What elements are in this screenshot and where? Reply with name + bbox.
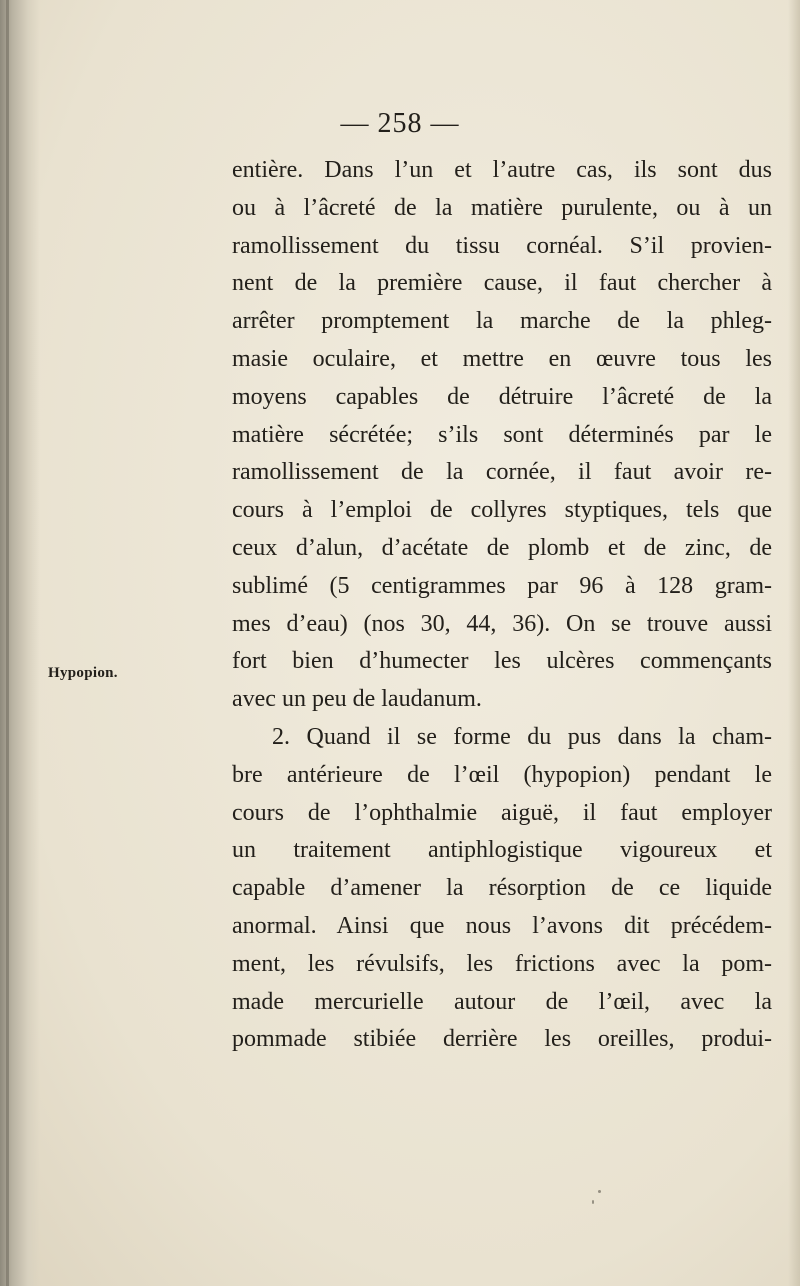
text-line: arrêter promptement la marche de la phleg- — [232, 308, 772, 335]
text-line: 2. Quand il se forme du pus dans la cham- — [272, 723, 772, 750]
text-line: made mercurielle autour de l’œil, avec la — [232, 988, 772, 1015]
text-line: nent de la première cause, il faut chercher à — [232, 270, 772, 297]
text-line: avec un peu de laudanum. — [232, 686, 482, 713]
body-text — [232, 152, 772, 1059]
text-line: ramollissement du tissu cornéal. S’il provien- — [232, 232, 772, 259]
text-line: cours de l’ophthalmie aiguë, il faut employer — [232, 799, 772, 826]
text-line: cours à l’emploi de collyres styptiques, tels que — [232, 497, 772, 524]
text-line: ramollissement de la cornée, il faut avoir re- — [232, 459, 772, 486]
page-right-edge — [788, 0, 800, 1286]
text-line: anormal. Ainsi que nous l’avons dit précédem- — [232, 912, 772, 939]
text-line: matière sécrétée; s’ils sont déterminés par le — [232, 421, 772, 448]
paper-speck — [592, 1200, 594, 1204]
text-line: masie oculaire, et mettre en œuvre tous les — [232, 345, 772, 372]
text-line: mes d’eau) (nos 30, 44, 36). On se trouve aussi — [232, 610, 772, 637]
text-line: moyens capables de détruire l’âcreté de la — [232, 383, 772, 410]
margin-note: Hypopion. — [48, 665, 118, 681]
text-line: fort bien d’humecter les ulcères commençants — [232, 648, 772, 675]
text-line: pommade stibiée derrière les oreilles, produi- — [232, 1026, 772, 1053]
text-line: ou à l’âcreté de la matière purulente, ou à un — [232, 194, 772, 221]
text-line: entière. Dans l’un et l’autre cas, ils sont dus — [232, 157, 772, 183]
binding-gutter-line — [6, 0, 9, 1286]
text-line: ceux d’alun, d’acétate de plomb et de zinc, de — [232, 534, 772, 561]
text-line: un traitement antiphlogistique vigoureux et — [232, 837, 772, 864]
text-line: ment, les révulsifs, les frictions avec la pom- — [232, 950, 772, 977]
text-line: capable d’amener la résorption de ce liquide — [232, 875, 772, 902]
page-number: — 258 — — [340, 108, 460, 139]
paper-speck — [598, 1190, 601, 1193]
text-line: bre antérieure de l’œil (hypopion) pendant le — [232, 761, 772, 788]
text-line: sublimé (5 centigrammes par 96 à 128 gram- — [232, 572, 772, 599]
